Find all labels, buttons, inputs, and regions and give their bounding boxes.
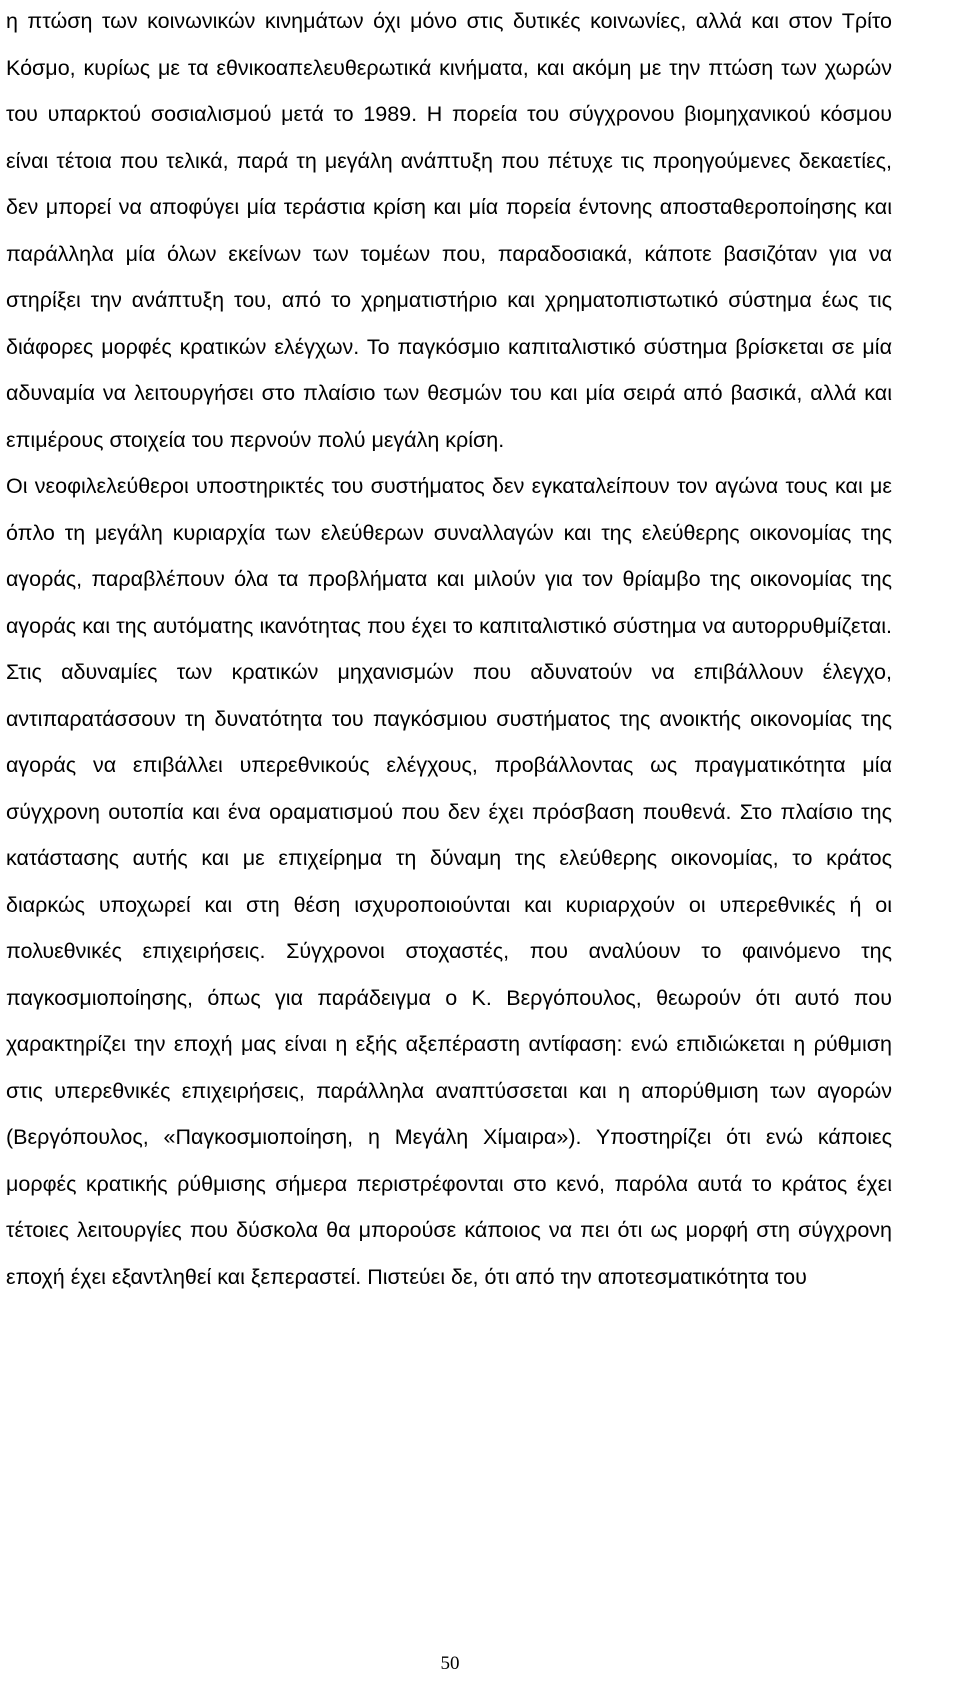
body-text — [6, 0, 892, 1300]
paragraph-1: η πτώση των κοινωνικών κινημάτων όχι μόνο στις δυτικές κοινωνίες, αλλά και στον Τρίτο Κόσμο, κυρίως με τα εθνικοαπελευθερωτικά κινήματα, και ακόμη με την πτώση των χωρών του υπαρκτού σοσιαλισμού μετά το 1989. Η πορεία του σύγχρονου βιομηχανικού κόσμου είναι τέτοια που τελικά, παρά τη μεγάλη ανάπτυξη που πέτυχε τις προηγούμενες δεκαετίες, δεν μπορεί να αποφύγει μία τεράστια κρίση και μία πορεία έντονης αποσταθεροποίησης και παράλληλα μία όλων εκείνων των τομέων που, παραδοσιακά, κάποτε βασιζόταν για να στηρίξει την ανάπτυξη του, από το χρηματιστήριο και χρηματοπιστωτικό σύστημα έως τις διάφορες μορφές κρατικών ελέγχων. Το παγκόσμιο καπιταλιστικό σύστημα βρίσκεται σε μία αδυναμία να λειτουργήσει στο πλαίσιο των θεσμών του και μία σειρά από βασικά, αλλά και επιμέρους στοιχεία του περνούν πολύ μεγάλη κρίση. — [6, 9, 892, 452]
page-number: 50 — [440, 1653, 460, 1674]
paragraph-2: Οι νεοφιλελεύθεροι υποστηρικτές του συστήματος δεν εγκαταλείπουν τον αγώνα τους και με όπλο τη μεγάλη κυριαρχία των ελεύθερων συναλλαγών και της ελεύθερης οικονομίας της αγοράς, παραβλέπουν όλα τα προβλήματα και μιλούν για τον θρίαμβο της οικονομίας της αγοράς και της αυτόματης ικανότητας που έχει το καπιταλιστικό σύστημα να αυτορρυθμίζεται. Στις αδυναμίες των κρατικών μηχανισμών που αδυνατούν να επιβάλλουν έλεγχο, αντιπαρατάσσουν τη δυνατότητα του παγκόσμιου συστήματος της ανοικτής οικονομίας της αγοράς να επιβάλλει υπερεθνικούς ελέγχους, προβάλλοντας ως πραγματικότητα μία σύγχρονη ουτοπία και ένα οραματισμού που δεν έχει πρόσβαση πουθενά. Στο πλαίσιο της κατάστασης αυτής και με επιχείρημα τη δύναμη της ελεύθερης οικονομίας, το κράτος διαρκώς υποχωρεί και στη θέση ισχυροποιούνται και κυριαρχούν οι υπερεθνικές ή οι πολυεθνικές επιχειρήσεις. Σύγχρονοι στοχαστές, που αναλύουν το φαινόμενο της παγκοσμιοποίησης, όπως για παράδειγμα ο Κ. Βεργόπουλος, θεωρούν ότι αυτό που χαρακτηρίζει την εποχή μας είναι η εξής αξεπέραστη αντίφαση: ενώ επιδιώκεται η ρύθμιση στις υπερεθνικές επιχειρήσεις, παράλληλα αναπτύσσεται και η απορύθμιση των αγορών (Βεργόπουλος, «Παγκοσμιοποίηση, η Μεγάλη Χίμαιρα»). Υποστηρίζει ότι ενώ κάποιες μορφές κρατικής ρύθμισης σήμερα περιστρέφονται στο κενό, παρόλα αυτά το κράτος έχει τέτοιες λειτουργίες που δύσκολα θα μπορούσε κάποιος να πει ότι ως μορφή στη σύγχρονη εποχή έχει εξαντληθεί και ξεπεραστεί. Πιστεύει δε, ότι από την αποτεσματικότητα του — [6, 474, 892, 1289]
